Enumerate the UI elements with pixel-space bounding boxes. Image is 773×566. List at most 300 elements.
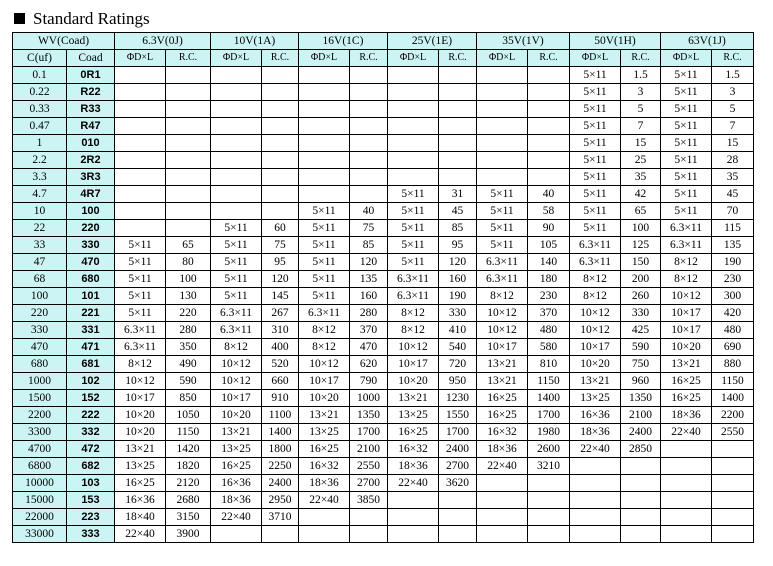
size-cell: 8×12: [299, 339, 350, 356]
ripple-current-cell: 58: [528, 203, 570, 220]
capacitance-cell: 330: [13, 322, 67, 339]
ripple-current-cell: 5: [621, 101, 661, 118]
size-cell: [115, 118, 166, 135]
size-cell: 10×12: [211, 373, 262, 390]
square-bullet-icon: [14, 13, 25, 24]
ripple-current-cell: [712, 475, 754, 492]
ripple-current-cell: 750: [621, 356, 661, 373]
size-cell: 6.3×11: [477, 254, 528, 271]
size-cell: [211, 135, 262, 152]
size-cell: [661, 492, 712, 509]
size-cell: 16×25: [477, 390, 528, 407]
ripple-current-cell: 40: [350, 203, 388, 220]
size-cell: 10×12: [388, 339, 439, 356]
code-cell: 220: [67, 220, 115, 237]
ripple-current-cell: 95: [262, 254, 299, 271]
code-cell: 471: [67, 339, 115, 356]
size-cell: 13×25: [211, 441, 262, 458]
size-cell: [115, 203, 166, 220]
wv-header: WV(Coad): [13, 33, 115, 50]
size-cell: 5×11: [661, 152, 712, 169]
ripple-current-cell: [712, 526, 754, 543]
code-cell: R22: [67, 84, 115, 101]
ripple-current-cell: 150: [621, 254, 661, 271]
ripple-current-cell: 1.5: [712, 67, 754, 84]
column-header-row: [13, 50, 754, 67]
ripple-current-cell: 45: [439, 203, 477, 220]
ripple-current-cell: [262, 84, 299, 101]
size-cell: [388, 526, 439, 543]
ripple-current-cell: [166, 186, 211, 203]
size-cell: 5×11: [299, 237, 350, 254]
size-cell: 13×21: [477, 373, 528, 390]
size-cell: 10×12: [299, 356, 350, 373]
size-cell: 5×11: [211, 220, 262, 237]
size-cell: 5×11: [115, 237, 166, 254]
table-row: [13, 339, 754, 356]
ripple-current-cell: 80: [166, 254, 211, 271]
ripple-current-header: R.C.: [350, 50, 388, 67]
size-cell: [115, 220, 166, 237]
capacitance-header: C(uf): [13, 50, 67, 67]
size-cell: 13×21: [211, 424, 262, 441]
size-cell: 5×11: [661, 84, 712, 101]
ripple-current-cell: 1700: [528, 407, 570, 424]
size-cell: 8×12: [388, 305, 439, 322]
ripple-current-cell: 470: [350, 339, 388, 356]
ripple-current-cell: 95: [439, 237, 477, 254]
ripple-current-cell: 75: [262, 237, 299, 254]
ripple-current-cell: 2200: [712, 407, 754, 424]
ripple-current-cell: 690: [712, 339, 754, 356]
ripple-current-header: R.C.: [262, 50, 299, 67]
table-row: [13, 186, 754, 203]
ripple-current-cell: [528, 135, 570, 152]
voltage-header: 50V(1H): [570, 33, 661, 50]
table-row: [13, 67, 754, 84]
voltage-header: 6.3V(0J): [115, 33, 211, 50]
size-header: ΦD×L: [570, 50, 621, 67]
capacitance-cell: 0.22: [13, 84, 67, 101]
size-cell: [115, 84, 166, 101]
capacitance-cell: 100: [13, 288, 67, 305]
code-cell: 103: [67, 475, 115, 492]
voltage-header: 35V(1V): [477, 33, 570, 50]
code-cell: 681: [67, 356, 115, 373]
ripple-current-cell: [262, 135, 299, 152]
ripple-current-cell: 810: [528, 356, 570, 373]
ripple-current-cell: [350, 526, 388, 543]
ripple-current-cell: 267: [262, 305, 299, 322]
size-cell: [299, 152, 350, 169]
size-cell: 5×11: [299, 220, 350, 237]
size-cell: 22×40: [388, 475, 439, 492]
ripple-current-cell: [712, 458, 754, 475]
ripple-current-cell: 45: [712, 186, 754, 203]
size-cell: 5×11: [477, 186, 528, 203]
ripple-current-cell: 850: [166, 390, 211, 407]
ripple-current-cell: 125: [621, 237, 661, 254]
size-cell: 5×11: [570, 135, 621, 152]
table-row: [13, 509, 754, 526]
size-cell: 16×25: [661, 373, 712, 390]
ripple-current-cell: 100: [621, 220, 661, 237]
ripple-current-cell: [350, 509, 388, 526]
ripple-current-cell: 370: [528, 305, 570, 322]
size-cell: [211, 67, 262, 84]
ripple-current-cell: 120: [350, 254, 388, 271]
size-cell: [388, 67, 439, 84]
ripple-current-cell: 130: [166, 288, 211, 305]
size-cell: 5×11: [388, 220, 439, 237]
ripple-current-cell: 70: [712, 203, 754, 220]
ripple-current-cell: [262, 67, 299, 84]
size-cell: [299, 118, 350, 135]
size-cell: [211, 84, 262, 101]
ripple-current-cell: 2850: [621, 441, 661, 458]
ripple-current-cell: 2950: [262, 492, 299, 509]
size-cell: 5×11: [661, 135, 712, 152]
ripple-current-cell: [439, 152, 477, 169]
table-row: [13, 424, 754, 441]
size-cell: [661, 458, 712, 475]
code-cell: 472: [67, 441, 115, 458]
size-cell: [115, 186, 166, 203]
size-cell: 10×17: [299, 373, 350, 390]
code-cell: 2R2: [67, 152, 115, 169]
size-cell: 5×11: [570, 169, 621, 186]
ripple-current-cell: 910: [262, 390, 299, 407]
size-cell: 6.3×11: [388, 271, 439, 288]
table-row: [13, 169, 754, 186]
size-cell: 10×20: [115, 424, 166, 441]
size-cell: [570, 509, 621, 526]
ripple-current-cell: [439, 84, 477, 101]
size-cell: 16×36: [115, 492, 166, 509]
size-cell: [299, 169, 350, 186]
size-cell: [388, 101, 439, 118]
ripple-current-cell: [166, 118, 211, 135]
ripple-current-cell: 7: [712, 118, 754, 135]
size-cell: 5×11: [211, 271, 262, 288]
size-cell: 18×36: [299, 475, 350, 492]
size-cell: [388, 169, 439, 186]
ripple-current-cell: [350, 135, 388, 152]
section-title: [14, 8, 150, 30]
size-cell: [477, 101, 528, 118]
voltage-header: 63V(1J): [661, 33, 754, 50]
size-cell: 10×17: [570, 339, 621, 356]
ripple-current-cell: 1100: [262, 407, 299, 424]
code-header: Coad: [67, 50, 115, 67]
ripple-current-cell: 790: [350, 373, 388, 390]
size-cell: 22×40: [299, 492, 350, 509]
size-cell: [570, 475, 621, 492]
ripple-current-cell: [439, 67, 477, 84]
size-cell: [477, 526, 528, 543]
capacitance-cell: 220: [13, 305, 67, 322]
ripple-current-cell: 2400: [439, 441, 477, 458]
size-cell: 13×25: [115, 458, 166, 475]
ripple-current-cell: 1980: [528, 424, 570, 441]
ripple-current-cell: 190: [712, 254, 754, 271]
ripple-current-cell: 880: [712, 356, 754, 373]
size-cell: [211, 152, 262, 169]
table-row: [13, 373, 754, 390]
size-cell: [477, 169, 528, 186]
ripple-current-cell: 65: [621, 203, 661, 220]
size-cell: 10×17: [477, 339, 528, 356]
size-cell: 5×11: [570, 152, 621, 169]
code-cell: 330: [67, 237, 115, 254]
ripple-current-cell: 410: [439, 322, 477, 339]
size-cell: [388, 509, 439, 526]
size-cell: 6.3×11: [477, 271, 528, 288]
capacitance-cell: 1: [13, 135, 67, 152]
ripple-current-cell: 2120: [166, 475, 211, 492]
size-cell: 13×21: [115, 441, 166, 458]
ripple-current-cell: 300: [712, 288, 754, 305]
code-cell: 100: [67, 203, 115, 220]
size-cell: [115, 152, 166, 169]
size-cell: 6.3×11: [661, 237, 712, 254]
ripple-current-cell: 135: [350, 271, 388, 288]
size-cell: 5×11: [115, 271, 166, 288]
ripple-current-cell: 400: [262, 339, 299, 356]
capacitance-cell: 0.47: [13, 118, 67, 135]
size-cell: 8×12: [477, 288, 528, 305]
ripple-current-cell: [439, 135, 477, 152]
size-cell: 13×21: [570, 373, 621, 390]
capacitance-cell: 0.1: [13, 67, 67, 84]
size-cell: 5×11: [211, 288, 262, 305]
size-cell: 5×11: [661, 186, 712, 203]
size-cell: 5×11: [211, 254, 262, 271]
size-cell: 16×25: [661, 390, 712, 407]
capacitance-cell: 3.3: [13, 169, 67, 186]
ripple-current-cell: [528, 475, 570, 492]
size-cell: [299, 84, 350, 101]
size-cell: 10×12: [661, 288, 712, 305]
ripple-current-cell: 330: [621, 305, 661, 322]
ripple-current-cell: 1700: [350, 424, 388, 441]
ripple-current-cell: 105: [528, 237, 570, 254]
ripple-current-cell: 1000: [350, 390, 388, 407]
ripple-current-cell: 520: [262, 356, 299, 373]
capacitance-cell: 4.7: [13, 186, 67, 203]
ripple-current-cell: 540: [439, 339, 477, 356]
size-cell: 18×36: [570, 424, 621, 441]
code-cell: 331: [67, 322, 115, 339]
size-cell: 16×36: [570, 407, 621, 424]
capacitance-cell: 470: [13, 339, 67, 356]
ripple-current-cell: 40: [528, 186, 570, 203]
size-cell: 10×12: [570, 322, 621, 339]
size-cell: [477, 67, 528, 84]
size-cell: 13×21: [388, 390, 439, 407]
ripple-current-cell: 3210: [528, 458, 570, 475]
size-cell: 5×11: [570, 67, 621, 84]
ripple-current-cell: 620: [350, 356, 388, 373]
ripple-current-cell: [439, 118, 477, 135]
size-cell: [299, 67, 350, 84]
ripple-current-cell: 2400: [621, 424, 661, 441]
size-cell: [211, 169, 262, 186]
size-cell: 18×36: [211, 492, 262, 509]
size-cell: [211, 101, 262, 118]
size-cell: 5×11: [477, 237, 528, 254]
size-cell: [299, 186, 350, 203]
ripple-current-cell: 260: [621, 288, 661, 305]
size-cell: 5×11: [388, 203, 439, 220]
size-cell: [477, 475, 528, 492]
size-cell: 5×11: [388, 237, 439, 254]
ripple-current-cell: 590: [621, 339, 661, 356]
ripple-current-cell: [166, 169, 211, 186]
ripple-current-cell: [262, 203, 299, 220]
ripple-current-cell: 960: [621, 373, 661, 390]
capacitance-cell: 680: [13, 356, 67, 373]
code-cell: 152: [67, 390, 115, 407]
ripple-current-cell: 1050: [166, 407, 211, 424]
ripple-current-cell: 180: [528, 271, 570, 288]
ripple-current-cell: 330: [439, 305, 477, 322]
size-cell: [661, 441, 712, 458]
ripple-current-cell: 85: [350, 237, 388, 254]
ripple-current-cell: [166, 203, 211, 220]
capacitance-cell: 4700: [13, 441, 67, 458]
ripple-current-cell: 1230: [439, 390, 477, 407]
capacitance-cell: 47: [13, 254, 67, 271]
size-cell: 18×36: [388, 458, 439, 475]
size-cell: [661, 509, 712, 526]
ripple-current-cell: [439, 509, 477, 526]
size-cell: 6.3×11: [115, 322, 166, 339]
ripple-current-cell: 425: [621, 322, 661, 339]
ripple-current-cell: 5: [712, 101, 754, 118]
size-cell: 5×11: [299, 288, 350, 305]
size-cell: 22×40: [115, 526, 166, 543]
table-row: [13, 203, 754, 220]
code-cell: 333: [67, 526, 115, 543]
ripple-current-cell: [712, 492, 754, 509]
size-cell: 10×20: [115, 407, 166, 424]
size-cell: 8×12: [211, 339, 262, 356]
size-cell: 10×12: [477, 322, 528, 339]
size-cell: 10×17: [211, 390, 262, 407]
ripple-current-cell: [350, 84, 388, 101]
ripple-current-cell: 25: [621, 152, 661, 169]
size-cell: 18×40: [115, 509, 166, 526]
table-row: [13, 118, 754, 135]
table-row: [13, 84, 754, 101]
ripple-current-cell: [350, 101, 388, 118]
ripple-current-cell: 190: [439, 288, 477, 305]
size-cell: [388, 84, 439, 101]
ripple-current-cell: [712, 509, 754, 526]
ripple-current-cell: 490: [166, 356, 211, 373]
table-row: [13, 305, 754, 322]
ripple-current-cell: [350, 67, 388, 84]
size-header: ΦD×L: [388, 50, 439, 67]
voltage-header-row: [13, 33, 754, 50]
ripple-current-cell: 1700: [439, 424, 477, 441]
ripple-current-cell: 160: [350, 288, 388, 305]
code-cell: 102: [67, 373, 115, 390]
capacitance-cell: 33: [13, 237, 67, 254]
ripple-current-cell: [262, 101, 299, 118]
ripple-current-cell: [350, 152, 388, 169]
capacitance-cell: 22000: [13, 509, 67, 526]
size-cell: [388, 135, 439, 152]
size-cell: 16×25: [211, 458, 262, 475]
ripple-current-cell: 35: [712, 169, 754, 186]
size-cell: 13×25: [570, 390, 621, 407]
size-cell: 10×12: [570, 305, 621, 322]
ripple-current-cell: [621, 509, 661, 526]
ripple-current-header: R.C.: [712, 50, 754, 67]
table-row: [13, 220, 754, 237]
capacitance-cell: 2200: [13, 407, 67, 424]
size-cell: 5×11: [570, 84, 621, 101]
ripple-current-cell: 100: [166, 271, 211, 288]
code-cell: 682: [67, 458, 115, 475]
size-cell: 10×17: [388, 356, 439, 373]
ripple-current-cell: 3150: [166, 509, 211, 526]
ripple-current-cell: [262, 152, 299, 169]
size-cell: 6.3×11: [570, 237, 621, 254]
ripple-current-cell: 1150: [712, 373, 754, 390]
size-cell: 5×11: [388, 254, 439, 271]
ripple-current-cell: 75: [350, 220, 388, 237]
table-row: [13, 135, 754, 152]
size-cell: 5×11: [570, 101, 621, 118]
size-cell: 5×11: [661, 118, 712, 135]
table-row: [13, 458, 754, 475]
size-cell: 5×11: [299, 203, 350, 220]
size-cell: 6.3×11: [388, 288, 439, 305]
ripple-current-cell: [262, 526, 299, 543]
ripple-current-cell: 2250: [262, 458, 299, 475]
ripple-current-cell: 1820: [166, 458, 211, 475]
table-row: [13, 152, 754, 169]
capacitance-cell: 22: [13, 220, 67, 237]
size-cell: 16×36: [211, 475, 262, 492]
ripple-current-cell: 35: [621, 169, 661, 186]
ripple-current-cell: [166, 152, 211, 169]
ripple-current-header: R.C.: [166, 50, 211, 67]
size-cell: [299, 509, 350, 526]
size-cell: 5×11: [115, 254, 166, 271]
ripple-current-cell: 1400: [712, 390, 754, 407]
ripple-current-cell: 590: [166, 373, 211, 390]
size-cell: 16×32: [477, 424, 528, 441]
size-cell: 5×11: [477, 203, 528, 220]
table-row: [13, 526, 754, 543]
size-cell: 6.3×11: [115, 339, 166, 356]
ripple-current-cell: 2100: [350, 441, 388, 458]
size-cell: 18×36: [477, 441, 528, 458]
capacitance-cell: 10000: [13, 475, 67, 492]
table-row: [13, 356, 754, 373]
capacitance-cell: 6800: [13, 458, 67, 475]
ripple-current-cell: 3900: [166, 526, 211, 543]
ripple-current-cell: [528, 492, 570, 509]
section-title-text: Standard Ratings: [33, 9, 150, 28]
capacitance-cell: 3300: [13, 424, 67, 441]
size-cell: 22×40: [661, 424, 712, 441]
ripple-current-cell: 135: [712, 237, 754, 254]
